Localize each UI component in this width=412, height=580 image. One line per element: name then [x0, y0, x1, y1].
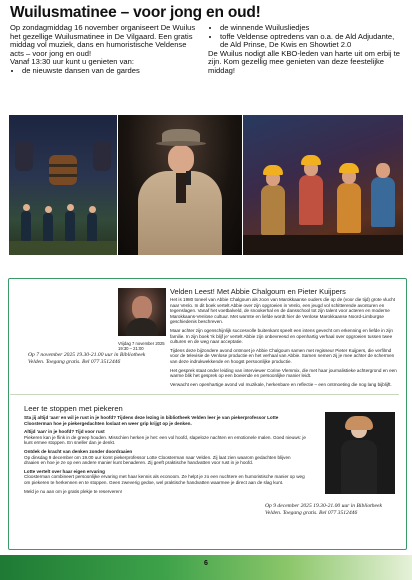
event1-paragraph: Het gesprek staat onder leiding van interviewer Corine Vlemmix, die met haar journalistieke achtergrond en een warme blik het gesprek op een boeiende en persoonlijke manier leidt.: [170, 367, 397, 379]
photo-performers-helmets: [243, 115, 403, 255]
article-time: Vanaf 13:30 uur kunt u genieten van:: [10, 57, 134, 67]
article-column-left: [10, 24, 202, 76]
event2-title: Leer te stoppen met piekeren: [24, 404, 123, 413]
event2-subheading: Altijd 'aan' in je hoofd? Tijd voor rust: [24, 429, 105, 435]
author-photo: [118, 288, 166, 336]
speaker-stage-photo: [325, 412, 395, 494]
event2-intro: Sta jij altijd 'aan' en wil je rust in je hoofd? Tijdens deze lezing in bibliotheek Velden leer je van piekerprofessor Lotte Cloosterman hoe je piekergedachten loslaat en weer grip krijgt op je denken.: [24, 415, 279, 426]
article-intro: Op zondagmiddag 16 november organiseert De Wuilus het gezellige Wuilusmatinee in De Vilgaard. Een gratis middag vol muziek, dans en humoristische Veldense acts – voor jong en oud!: [10, 23, 196, 58]
photo-musicians-dancers: [9, 115, 117, 255]
events-divider: [10, 394, 399, 395]
program-list: [10, 67, 202, 76]
event1-caption: Op 7 november 2025 19.30-21.00 uur in Bibliotheek Velden. Toegang gratis. Bel 077 3512446: [28, 352, 146, 365]
event2-paragraph: Op dinsdag 9 december om 19.00 uur komt piekerprofessor Lotte Cloosterman naar Velden. Zij laat zien waarom gedachten blijven draaien en hoe je ze op een andere manier kunt benaderen. Zij geeft praktische handvatten voor rust in je hoofd.: [24, 454, 291, 466]
program-list-continued: [208, 24, 404, 50]
event2-cta: Meld je nu aan om je gratis plekje te reserveren!: [24, 488, 123, 494]
footer-band: [0, 555, 412, 580]
program-item: • de nieuwste dansen van de gardes: [22, 67, 202, 76]
event2-paragraph: Piekeren kan je flink in de greep houden. Misschien herken je het: een vol hoofd, slapeloze nachten en emotionele malen. Goed nieuws: je kunt ermee stoppen. En sneller dan je denkt.: [24, 434, 306, 446]
event1-title: Velden Leest! Met Abbie Chalgoum en Pieter Kuijpers: [170, 287, 346, 296]
article-column-right: [208, 24, 404, 76]
article-invite: De Wuilus nodigt alle KBO-leden van harte uit om erbij te zijn. Kom gezellig mee genieten van deze feestelijke middag!: [208, 48, 400, 75]
event1-paragraph: Tijdens deze bijzondere avond ontmoet je Abbie Chalgoum samen met regisseur Pieter Kuijpers, die verfilmd voor de televisie de Venlose productie en het verhaal van Abbie. Samen nemen zij je mee achter de schermen van deze indrukwekkende en hoogst persoonlijke productie.: [170, 347, 395, 364]
event2-paragraph: Cloosterman combineert persoonlijke ervaring met haar kennis als econoom. Ze helpt je zo een nuchtere en humoristische manier op weg om piekeren te herkennen en te stoppen. Geen zweverig gedoe, wel praktische handvatten waarmee je direct aan de slag kunt.: [24, 474, 305, 485]
event2-subheading: Ontdek de kracht van denken zonder doordraaien: [24, 448, 133, 454]
page-number: 6: [204, 560, 208, 567]
program-item: • toffe Veldense optredens van o.a. de Ald Adjudante, de Ald Prinse, De Kwis en Showtiet 2.0: [220, 33, 404, 50]
event1-photo-caption: Vrijdag 7 november 2025 19:30 – 21:00: [118, 341, 165, 351]
event1-paragraph: Verwacht een openhartige avond vol muzikale, herkenbare en reflectie – een ontmoeting die nog lang bijblijft.: [170, 381, 392, 387]
event1-text: [170, 297, 400, 390]
event1-paragraph: Het is 1980 toneel van Abbie Chalgoum als zoon van Marokkaanse ouders die op de (voor die tijd) grote vlucht naar Venlo. In dit boek vertelt Abbie over zijn opgroeien in Venlo, een jeugd vol schitterende avonturen en tegenslagen. Vanaf het voetbalveld, de snookerhal en de dansschool tot zijn talent voor acteren en moderne Marokkaans-Venlose cultuur. Met warmte en liefde wordt hier de Venlose Marokkaanse Noord-Limburgse geschiedenis beschreven.: [170, 297, 395, 325]
event2-subheading: Lotte vertelt over haar eigen ervaring: [24, 468, 105, 474]
photo-singer-with-hat: [118, 115, 242, 255]
article-title: Wuilusmatinee – voor jong en oud!: [10, 4, 261, 21]
event2-caption: Op 9 december 2025 19.30-21.00 uur in Bibliotheek Velden. Toegang gratis. Bel 077 3512446: [265, 503, 382, 516]
event2-text: [24, 415, 306, 497]
barrel: [49, 155, 77, 185]
program-item: • de winnende Wuilusliedjes: [220, 24, 404, 33]
event1-paragraph: Maar achter zijn ogenschijnlijk succesvolle buitenkant speelt een intens gevecht om erkenning en liefde in zijn familie. In zijn boek 'Ik blijf je' vertelt Abbie zijn onbevreesd en openhartig verhaal over opgroeien tussen twee culturen en de weg naar acceptatie.: [170, 327, 393, 345]
